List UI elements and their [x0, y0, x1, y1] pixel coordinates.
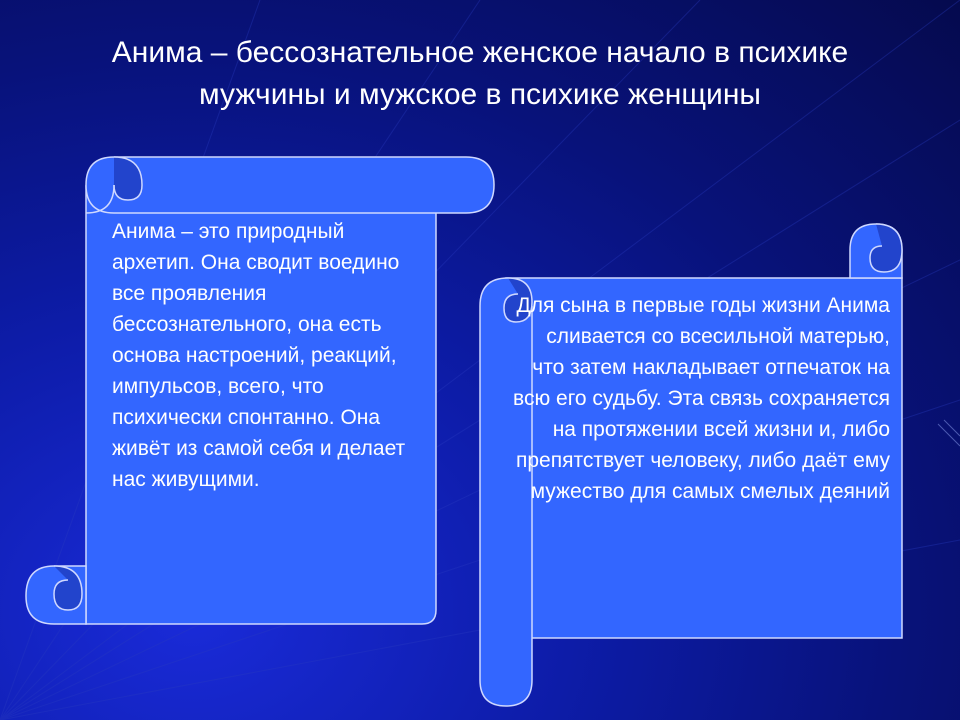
- slide-title: Анима – бессознательное женское начало в психике мужчины и мужское в психике женщины: [111, 36, 849, 111]
- right-scroll-text: Для сына в первые годы жизни Анима сливается со всесильной матерью, что затем накладывает отпечаток на всю его судьбу. Эта связь сохраняется на протяжении всей жизни и, либо препятствует человеку, либо даёт ему мужество для самых смелых деяний: [513, 294, 890, 503]
- left-scroll-text: Анима – это природный архетип. Она сводит воедино все проявления бессознательного, она есть основа настроений, реакций, импульсов, всего, что психически спонтанно. Она живёт из самой себя и делает нас живущими.: [112, 220, 406, 491]
